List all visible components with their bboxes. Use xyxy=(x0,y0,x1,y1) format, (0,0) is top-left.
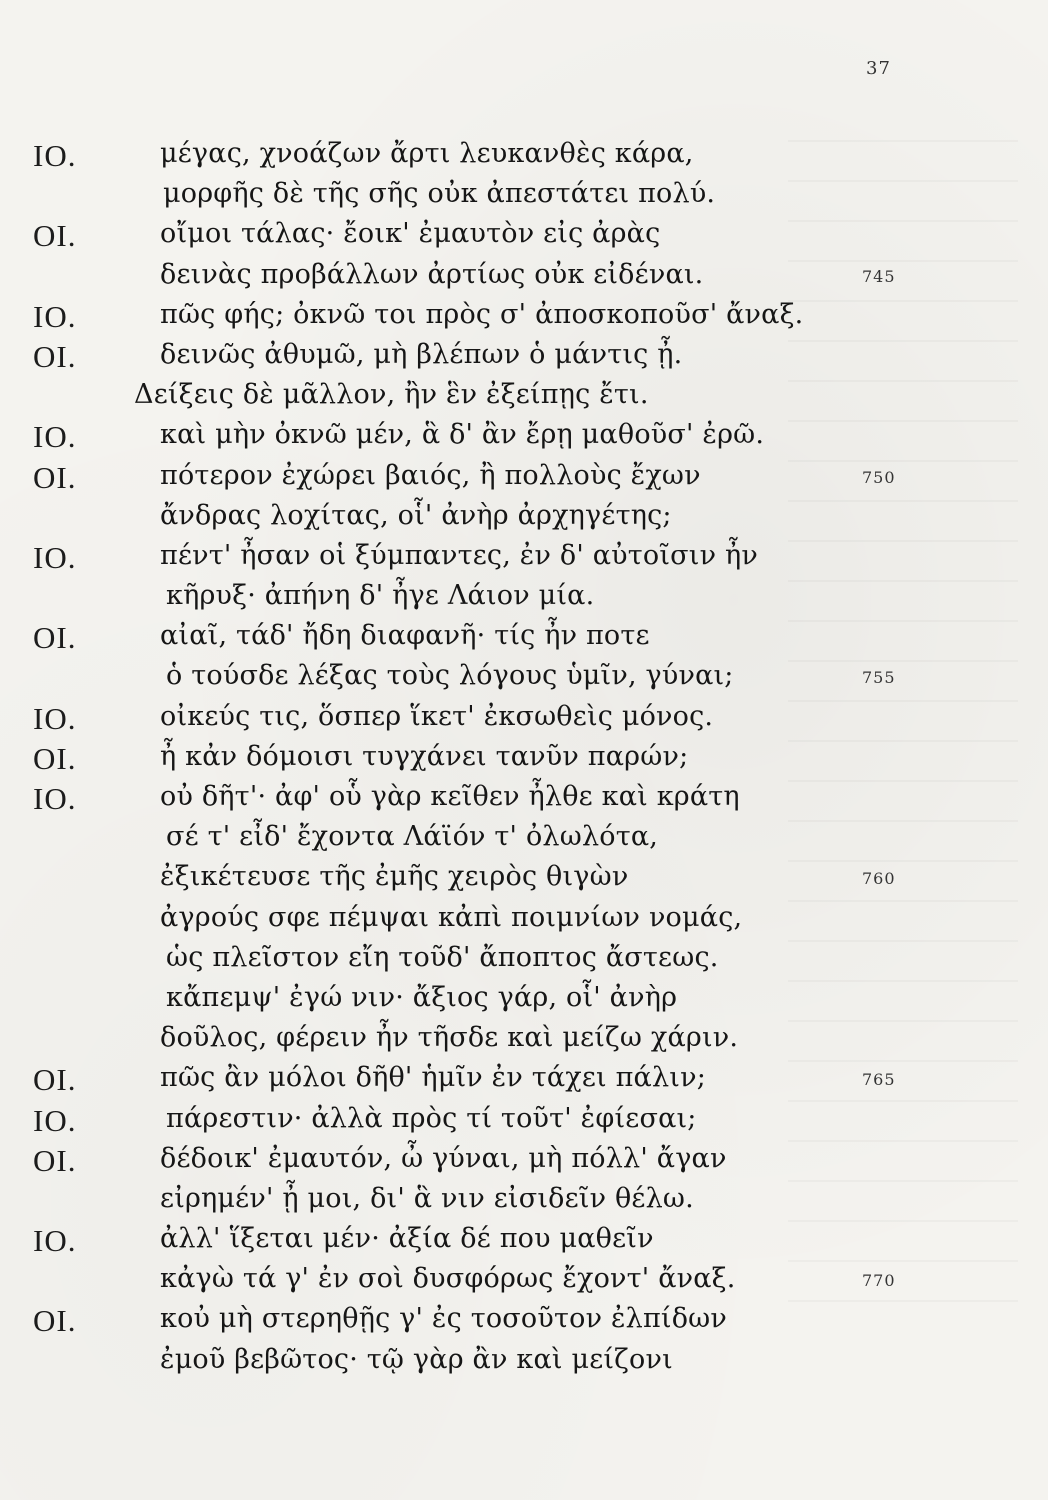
verse-text: πῶς ἂν μόλοι δῆθ' ἡμῖν ἐν τάχει πάλιν; xyxy=(160,1062,706,1094)
verse-line xyxy=(0,1022,1048,1062)
verse-line xyxy=(0,942,1048,982)
line-number: 750 xyxy=(862,467,896,487)
verse-text: ἀλλ' ἵξεται μέν· ἀξία δέ που μαθεῖν xyxy=(160,1223,654,1255)
verse-line xyxy=(0,580,1048,620)
verse-text: ἦ κἀν δόμοισι τυγχάνει τανῦν παρών; xyxy=(160,740,689,772)
verse-text: σέ τ' εἶδ' ἔχοντα Λάϊόν τ' ὀλωλότα, xyxy=(166,821,659,853)
verse-text: αἰαῖ, τάδ' ἤδη διαφανῆ· τίς ἦν ποτε xyxy=(160,620,650,652)
verse-line xyxy=(0,1303,1048,1343)
speaker-label: IO. xyxy=(33,138,77,173)
speaker-label: OI. xyxy=(33,740,77,776)
speaker-label: IO. xyxy=(33,1102,77,1138)
verse-block xyxy=(0,138,1048,1384)
verse-line xyxy=(0,861,1048,901)
verse-text: πότερον ἐχώρει βαιός, ἢ πολλοὺς ἔχων xyxy=(160,459,701,491)
speaker-label: IO. xyxy=(33,539,77,575)
verse-line xyxy=(0,460,1048,500)
speaker-label: OI. xyxy=(33,338,77,374)
verse-line xyxy=(0,781,1048,821)
verse-text: Δείξεις δὲ μᾶλλον, ἢν ἓν ἐξείπῃς ἔτι. xyxy=(134,379,649,411)
speaker-label: IO. xyxy=(33,419,77,455)
speaker-label: IO. xyxy=(33,298,77,334)
line-number: 770 xyxy=(862,1271,896,1291)
verse-line xyxy=(0,821,1048,861)
page-number: 37 xyxy=(866,58,891,79)
speaker-label: IO. xyxy=(33,1223,77,1259)
verse-line xyxy=(0,259,1048,299)
verse-line xyxy=(0,138,1048,178)
verse-line xyxy=(0,1263,1048,1303)
speaker-label: IO. xyxy=(33,700,77,736)
verse-text: δέδοικ' ἐμαυτόν, ὦ γύναι, μὴ πόλλ' ἄγαν xyxy=(160,1142,727,1174)
verse-text: κῆρυξ· ἀπήνη δ' ἦγε Λάιον μία. xyxy=(166,580,595,612)
speaker-label: OI. xyxy=(33,459,77,495)
verse-line xyxy=(0,1183,1048,1223)
verse-text: δοῦλος, φέρειν ἦν τῆσδε καὶ μείζω χάριν. xyxy=(160,1022,739,1054)
verse-text: οὐ δῆτ'· ἀφ' οὗ γὰρ κεῖθεν ἦλθε καὶ κράτη xyxy=(160,781,740,812)
speaker-label: OI. xyxy=(33,218,77,254)
verse-line xyxy=(0,1103,1048,1143)
verse-line xyxy=(0,701,1048,741)
verse-text: ἄνδρας λοχίτας, οἷ' ἀνὴρ ἀρχηγέτης; xyxy=(160,499,672,531)
verse-text: κἀγὼ τά γ' ἐν σοὶ δυσφόρως ἔχοντ' ἄναξ. xyxy=(160,1263,736,1295)
verse-text: ὡς πλεῖστον εἴη τοῦδ' ἄποπτος ἄστεως. xyxy=(166,941,719,973)
verse-line xyxy=(0,1143,1048,1183)
verse-text: πῶς φής; ὀκνῶ τοι πρὸς σ' ἀποσκοποῦσ' ἄναξ. xyxy=(160,298,804,330)
line-number: 760 xyxy=(862,869,896,889)
verse-text: ὁ τούσδε λέξας τοὺς λόγους ὑμῖν, γύναι; xyxy=(166,660,734,692)
verse-line xyxy=(0,500,1048,540)
verse-text: μορφῆς δὲ τῆς σῆς οὐκ ἀπεστάτει πολύ. xyxy=(163,178,716,210)
speaker-label: OI. xyxy=(33,1142,77,1178)
speaker-label: OI. xyxy=(33,1303,77,1339)
verse-line xyxy=(0,660,1048,700)
verse-line xyxy=(0,902,1048,942)
verse-line xyxy=(0,620,1048,660)
verse-line xyxy=(0,419,1048,459)
verse-line xyxy=(0,1344,1048,1384)
verse-line xyxy=(0,1062,1048,1102)
speaker-label: OI. xyxy=(33,1062,77,1098)
verse-line xyxy=(0,218,1048,258)
verse-line xyxy=(0,1223,1048,1263)
verse-line xyxy=(0,178,1048,218)
verse-text: πέντ' ἦσαν οἱ ξύμπαντες, ἐν δ' αὐτοῖσιν ἦν xyxy=(160,539,758,571)
verse-line xyxy=(0,339,1048,379)
verse-text: πάρεστιν· ἀλλὰ πρὸς τί τοῦτ' ἐφίεσαι; xyxy=(166,1102,697,1134)
verse-text: κἄπεμψ' ἐγώ νιν· ἄξιος γάρ, οἷ' ἀνὴρ xyxy=(166,981,678,1013)
verse-text: ἀγρούς σφε πέμψαι κἀπὶ ποιμνίων νομάς, xyxy=(160,901,743,933)
verse-line xyxy=(0,540,1048,580)
verse-text: κοὐ μὴ στερηθῇς γ' ἐς τοσοῦτον ἐλπίδων xyxy=(160,1303,728,1335)
verse-text: οἴμοι τάλας· ἔοικ' ἐμαυτὸν εἰς ἀρὰς xyxy=(160,218,661,250)
verse-text: ἐμοῦ βεβῶτος· τῷ γὰρ ἂν καὶ μείζονι xyxy=(160,1343,673,1375)
verse-text: οἰκεύς τις, ὅσπερ ἵκετ' ἐκσωθεὶς μόνος. xyxy=(160,700,714,732)
verse-text: δεινὰς προβάλλων ἀρτίως οὐκ εἰδέναι. xyxy=(160,258,704,290)
verse-text: ἐξικέτευσε τῆς ἐμῆς χειρὸς θιγὼν xyxy=(160,861,629,893)
verse-line xyxy=(0,299,1048,339)
line-number: 755 xyxy=(862,668,896,688)
speaker-label: OI. xyxy=(33,620,77,656)
speaker-label: IO. xyxy=(33,781,77,816)
verse-text: μέγας, χνοάζων ἄρτι λευκανθὲς κάρα, xyxy=(160,138,694,169)
verse-text: εἰρημέν' ᾖ μοι, δι' ἃ νιν εἰσιδεῖν θέλω. xyxy=(160,1182,694,1214)
verse-text: καὶ μὴν ὀκνῶ μέν, ἃ δ' ἂν ἔρῃ μαθοῦσ' ἐρῶ. xyxy=(160,419,765,451)
verse-line xyxy=(0,741,1048,781)
verse-line xyxy=(0,379,1048,419)
verse-line xyxy=(0,982,1048,1022)
verse-text: δεινῶς ἀθυμῶ, μὴ βλέπων ὁ μάντις ᾖ. xyxy=(160,338,683,370)
line-number: 765 xyxy=(862,1070,896,1090)
line-number: 745 xyxy=(862,266,896,286)
